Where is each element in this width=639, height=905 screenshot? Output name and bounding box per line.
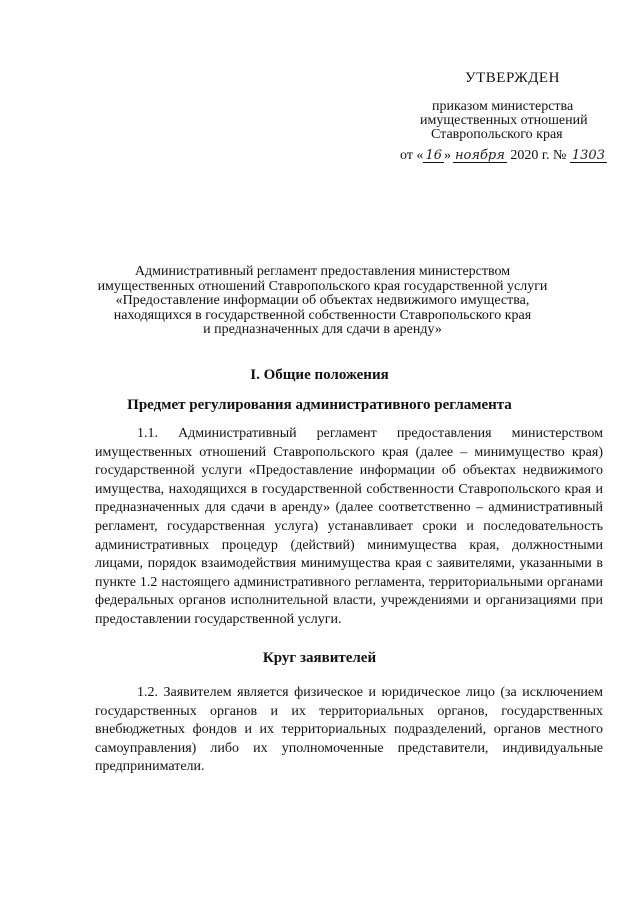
title-line-2: имущественных отношений Ставропольского края государственной услуги [97, 278, 548, 294]
order-date-line [400, 148, 607, 164]
approval-line-3: Ставропольского края [431, 127, 563, 142]
order-mid: » [443, 148, 451, 163]
approval-line-2: имущественных отношений [420, 113, 588, 128]
title-line-3: «Предоставление информации об объектах недвижимого имущества, [115, 293, 530, 309]
title-line-4: находящихся в государственной собственности Ставропольского края [113, 307, 532, 323]
applicants-heading: Круг заявителей [262, 650, 377, 666]
order-number: 1303 [571, 148, 605, 163]
order-year: 2020 г. № [510, 148, 567, 163]
title-line-5: и предназначенных для сдачи в аренду» [203, 322, 442, 338]
paragraph-1-1: 1.1. Административный регламент предоставления министерством имущественных отношений Ставропольского края (далее – минимущество края) государственной услуги «Предоставление информации об объектах недвижимого имущества, находящихся в государственной собственности Ставропольского края и предназначенных для сдачи в аренду» (далее соответственно – административный регламент, государственная услуга) устанавливает сроки и последовательность административных процедур (действий) минимущества края, должностными лицами, порядок взаимодействия минимущества края с заявителями, указанными в пункте 1.2 настоящего административного регламента, территориальными органами федеральных органов исполнительной власти, учреждениями и организациями при предоставлении государственной услуги. [95, 426, 603, 627]
order-month: ноября [454, 148, 505, 163]
approval-title: УТВЕРЖДЕН [465, 70, 560, 86]
title-line-1: Административный регламент предоставления министерством [134, 264, 511, 279]
approval-line-1: приказом министерства [432, 99, 574, 114]
order-day: 16 [425, 148, 442, 163]
section-heading: I. Общие положения [250, 367, 389, 383]
document-title [90, 265, 555, 338]
order-prefix: от « [400, 148, 424, 163]
section-subheading: Предмет регулирования административного регламента [127, 397, 512, 413]
paragraph-1-2: 1.2. Заявителем является физическое и юридическое лицо (за исключением государственных органов и их территориальных органов, государственных внебюджетных фондов и их территориальных подразделений, органов местного самоуправления) либо их уполномоченные представители, индивидуальные предприниматели. [95, 685, 603, 775]
